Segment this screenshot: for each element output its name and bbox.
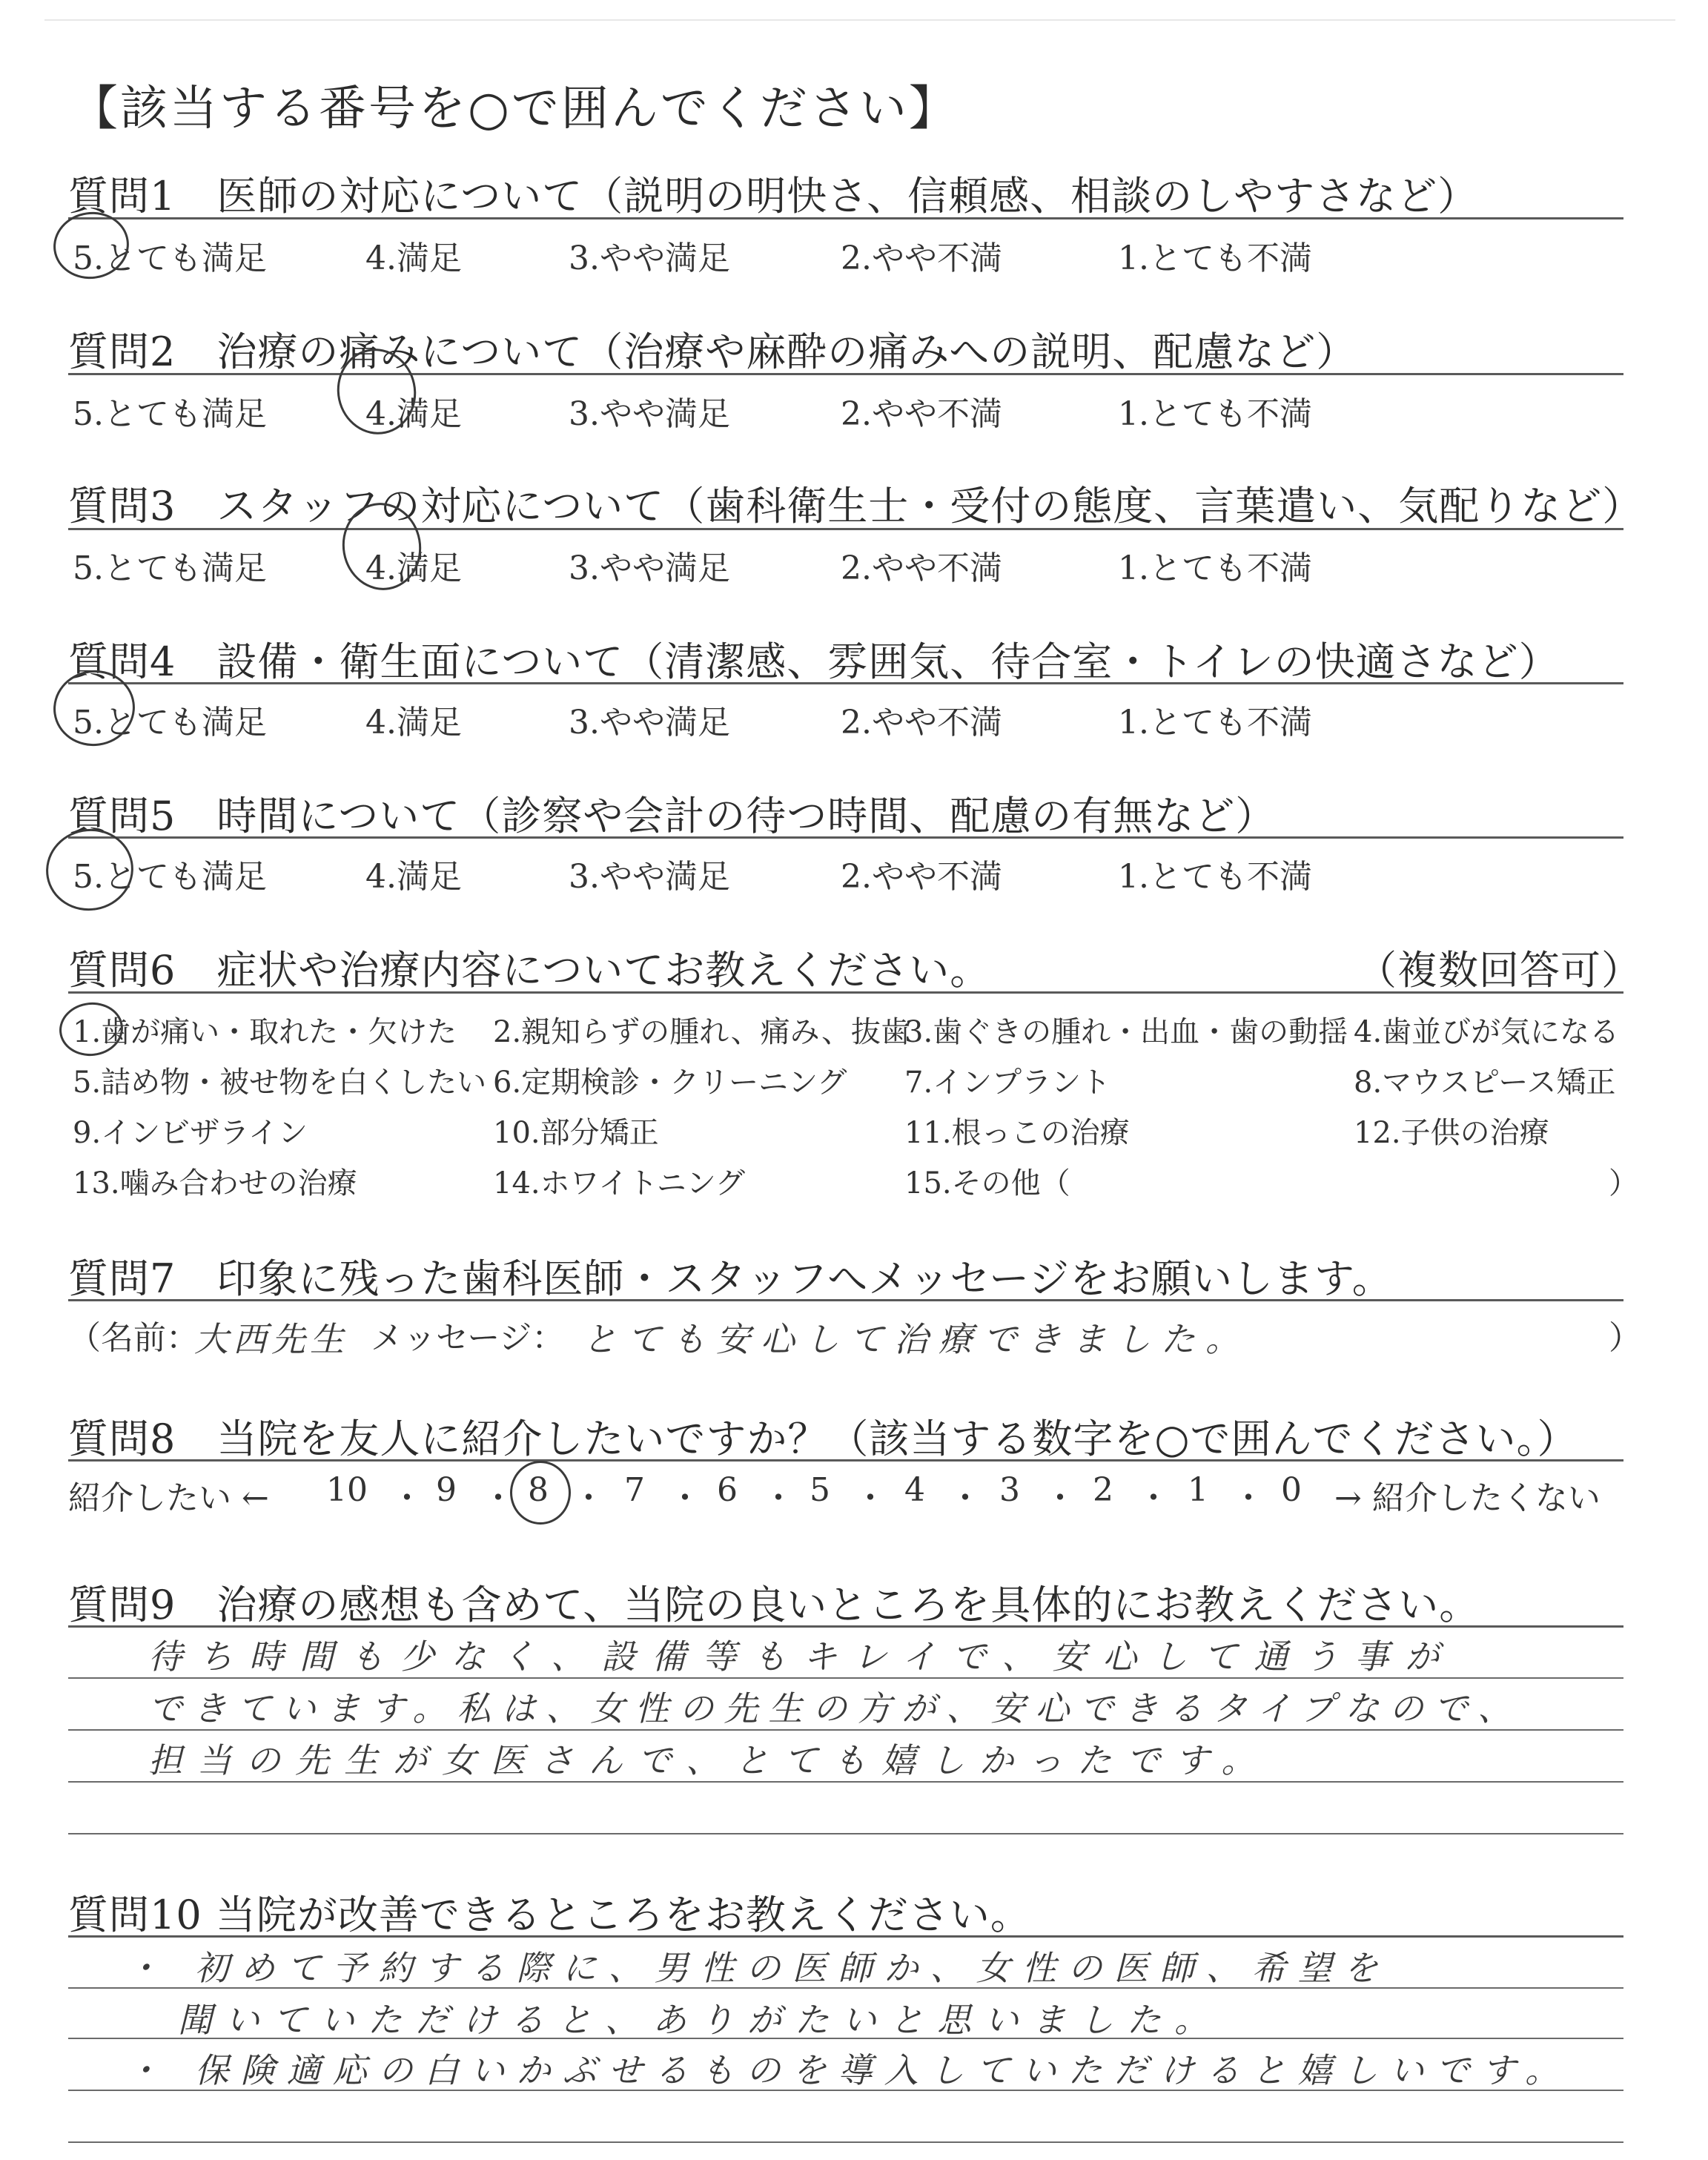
- q8-scale-1[interactable]: 1: [1188, 1471, 1208, 1509]
- q5-rule: [68, 836, 1623, 839]
- q2-rule: [68, 373, 1623, 375]
- q8-dot: ・: [762, 1479, 795, 1517]
- q5-option-3[interactable]: 3.やや満足: [569, 858, 730, 896]
- q8-left-label: 紹介したい ←: [68, 1479, 269, 1517]
- q6-title: 質問6 症状や治療内容についてお教えください。: [68, 947, 991, 994]
- q10-rule-4: [68, 2141, 1623, 2143]
- page-header: 【該当する番号を○で囲んでください】: [70, 82, 959, 136]
- q10-answer-line-2[interactable]: 聞いていただけると、ありがたいと思いました。: [178, 2000, 1222, 2040]
- q3-rule: [68, 528, 1623, 530]
- q6-option-8[interactable]: 8.マウスピース矯正: [1354, 1066, 1616, 1100]
- q8-answer-circle: [510, 1461, 571, 1525]
- q5-option-5[interactable]: 5.とても満足: [73, 858, 267, 896]
- q6-option-13[interactable]: 13.噛み合わせの治療: [73, 1166, 357, 1200]
- q4-rule: [68, 682, 1623, 684]
- q1-option-4[interactable]: 4.満足: [365, 240, 462, 277]
- q7-message-label: メッセージ：: [371, 1319, 565, 1357]
- q1-title: 質問1 医師の対応について（説明の明快さ、信頼感、相談のしやすさなど）: [68, 173, 1479, 219]
- q10-title: 質問10 当院が改善できるところをお教えください。: [68, 1892, 1031, 1938]
- q6-option-7[interactable]: 7.インプラント: [904, 1066, 1111, 1100]
- q4-option-4[interactable]: 4.満足: [365, 704, 462, 742]
- q1-option-5[interactable]: 5.とても満足: [73, 240, 267, 277]
- q8-dot: ・: [854, 1479, 887, 1517]
- q3-title: 質問3 スタッフの対応について（歯科衛生士・受付の態度、言葉遣い、気配りなど）: [68, 483, 1644, 529]
- q7-name-value[interactable]: 大西先生: [194, 1319, 348, 1359]
- q8-scale-5[interactable]: 5: [810, 1471, 830, 1509]
- q4-option-5[interactable]: 5.とても満足: [73, 704, 267, 742]
- q8-scale-4[interactable]: 4: [904, 1471, 925, 1509]
- q2-option-3[interactable]: 3.やや満足: [569, 395, 730, 433]
- q3-option-1[interactable]: 1.とても不満: [1118, 549, 1312, 587]
- q1-rule: [68, 217, 1623, 219]
- q5-option-2[interactable]: 2.やや不満: [841, 858, 1002, 896]
- q6-option-11[interactable]: 11.根っこの治療: [904, 1116, 1130, 1150]
- q10-answer-line-1[interactable]: ・ 初めて予約する際に、男性の医師か、女性の医師、希望を: [126, 1948, 1390, 1988]
- q8-dot: ・: [572, 1479, 605, 1517]
- q8-dot: ・: [482, 1479, 514, 1517]
- q6-option-14[interactable]: 14.ホワイトニング: [493, 1166, 746, 1200]
- q5-option-1[interactable]: 1.とても不満: [1118, 858, 1312, 896]
- q6-option-12[interactable]: 12.子供の治療: [1354, 1116, 1549, 1150]
- q5-title: 質問5 時間について（診察や会計の待つ時間、配慮の有無など）: [68, 793, 1277, 839]
- q6-option-4[interactable]: 4.歯並びが気になる: [1354, 1015, 1620, 1049]
- q1-option-3[interactable]: 3.やや満足: [569, 240, 730, 277]
- q9-rule-0: [68, 1625, 1623, 1628]
- q6-option-10[interactable]: 10.部分矯正: [493, 1116, 659, 1150]
- q6-option-9[interactable]: 9.インビザライン: [73, 1116, 308, 1150]
- q4-option-2[interactable]: 2.やや不満: [841, 704, 1002, 742]
- q9-answer-line-3[interactable]: 担当の先生が女医さんで、とても嬉しかったです。: [148, 1740, 1271, 1780]
- q6-note: （複数回答可）: [1357, 947, 1642, 994]
- q8-scale-9[interactable]: 9: [436, 1471, 457, 1509]
- q4-option-3[interactable]: 3.やや満足: [569, 704, 730, 742]
- q8-scale-2[interactable]: 2: [1093, 1471, 1113, 1509]
- q9-title: 質問9 治療の感想も含めて、当院の良いところを具体的にお教えください。: [68, 1582, 1480, 1628]
- q2-option-2[interactable]: 2.やや不満: [841, 395, 1002, 433]
- q3-option-3[interactable]: 3.やや満足: [569, 549, 730, 587]
- q2-option-1[interactable]: 1.とても不満: [1118, 395, 1312, 433]
- q3-option-5[interactable]: 5.とても満足: [73, 549, 267, 587]
- q8-title: 質問8 当院を友人に紹介したいですか？（該当する数字を○で囲んでください。）: [68, 1416, 1578, 1462]
- q8-right-label: → 紹介したくない: [1334, 1479, 1601, 1517]
- q6-option-2[interactable]: 2.親知らずの腫れ、痛み、抜歯: [493, 1015, 910, 1049]
- q4-option-1[interactable]: 1.とても不満: [1118, 704, 1312, 742]
- q9-answer-line-1[interactable]: 待ち時間も少なく、設備等もキレイで、安心して通う事が: [148, 1636, 1456, 1677]
- q8-dot: ・: [1232, 1479, 1265, 1517]
- q8-scale-8[interactable]: 8: [528, 1471, 549, 1509]
- q8-scale-6[interactable]: 6: [717, 1471, 738, 1509]
- q6-option-1[interactable]: 1.歯が痛い・取れた・欠けた: [73, 1015, 457, 1049]
- q8-dot: ・: [949, 1479, 982, 1517]
- q8-rule: [68, 1459, 1623, 1462]
- q1-option-1[interactable]: 1.とても不満: [1118, 240, 1312, 277]
- q10-rule-0: [68, 1935, 1623, 1938]
- q7-name-label: （名前：: [68, 1319, 199, 1357]
- q7-rule: [68, 1299, 1623, 1301]
- q8-scale-7[interactable]: 7: [624, 1471, 645, 1509]
- q7-title: 質問7 印象に残った歯科医師・スタッフへメッセージをお願いします。: [68, 1255, 1393, 1302]
- q8-dot: ・: [391, 1479, 423, 1517]
- q9-rule-4: [68, 1833, 1623, 1834]
- q7-message-value[interactable]: とても安心して治療できました。: [583, 1319, 1250, 1359]
- q6-option-3[interactable]: 3.歯ぐきの腫れ・出血・歯の動揺: [904, 1015, 1348, 1049]
- q6-option-6[interactable]: 6.定期検診・クリーニング: [493, 1066, 847, 1100]
- q6-option-5[interactable]: 5.詰め物・被せ物を白くしたい: [73, 1066, 487, 1100]
- q10-answer-line-3[interactable]: ・ 保険適応の白いかぶせるものを導入していただけると嬉しいです。: [126, 2050, 1571, 2090]
- q8-dot: ・: [669, 1479, 701, 1517]
- q4-title: 質問4 設備・衛生面について（清潔感、雰囲気、待合室・トイレの快適さなど）: [68, 638, 1560, 685]
- q5-option-4[interactable]: 4.満足: [365, 858, 462, 896]
- q8-scale-0[interactable]: 0: [1281, 1471, 1302, 1509]
- q1-option-2[interactable]: 2.やや不満: [841, 240, 1002, 277]
- q8-scale-10[interactable]: 10: [326, 1471, 368, 1509]
- q2-option-5[interactable]: 5.とても満足: [73, 395, 267, 433]
- q2-title: 質問2 治療の痛みについて（治療や麻酔の痛みへの説明、配慮など）: [68, 328, 1357, 375]
- q2-option-4[interactable]: 4.満足: [365, 395, 462, 433]
- q3-option-4[interactable]: 4.満足: [365, 549, 462, 587]
- q3-option-2[interactable]: 2.やや不満: [841, 549, 1002, 587]
- q8-dot: ・: [1044, 1479, 1076, 1517]
- q9-answer-line-2[interactable]: できています。私は、女性の先生の方が、安心できるタイプなので、: [148, 1688, 1523, 1728]
- q6-option-15[interactable]: 15.その他（: [904, 1166, 1070, 1200]
- q8-dot: ・: [1137, 1479, 1170, 1517]
- q7-close-paren: ）: [1609, 1319, 1641, 1357]
- q6-rule: [68, 991, 1623, 994]
- q8-scale-3[interactable]: 3: [999, 1471, 1020, 1509]
- top-edge-line: [44, 19, 1675, 21]
- q6-option-15-close: ）: [1609, 1166, 1638, 1200]
